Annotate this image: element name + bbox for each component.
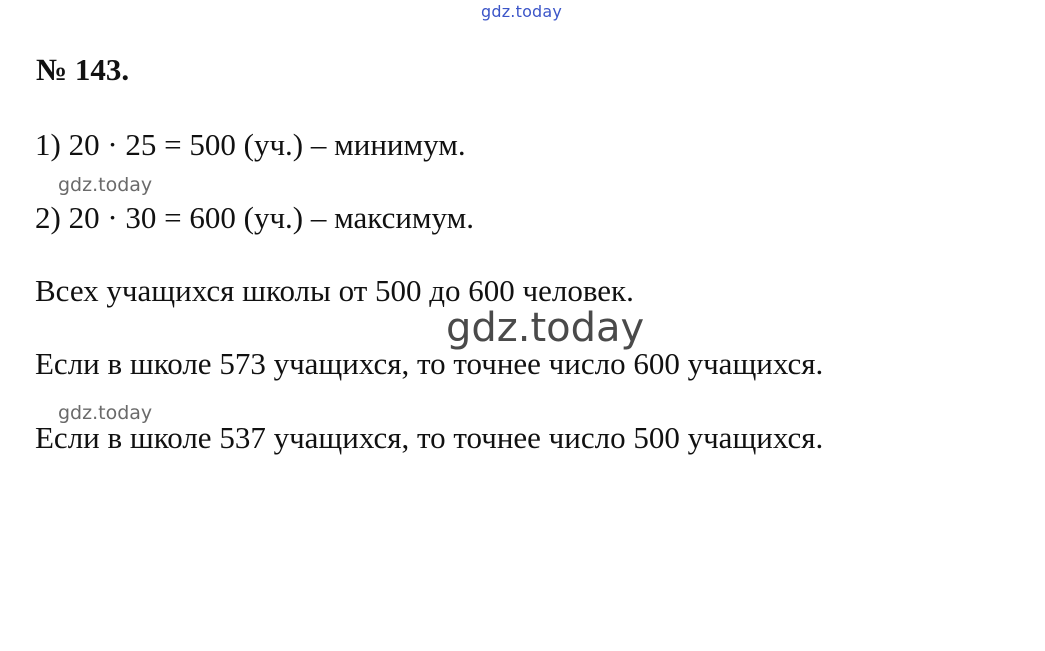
watermark-center: gdz.today <box>446 305 645 351</box>
watermark-small-2: gdz.today <box>58 402 153 424</box>
watermark-top: gdz.today <box>481 2 563 21</box>
solution-line-1: 1) 20 · 25 = 500 (уч.) – минимум. <box>35 127 466 162</box>
solution-line-2: 2) 20 · 30 = 600 (уч.) – максимум. <box>35 200 474 235</box>
solution-line-3: Всех учащихся школы от 500 до 600 человек. <box>35 273 634 308</box>
solution-line-4: Если в школе 573 учащихся, то точнее число 600 учащихся. <box>35 346 824 381</box>
solution-line-5: Если в школе 537 учащихся, то точнее число 500 учащихся. <box>35 420 824 455</box>
watermark-small-1: gdz.today <box>58 174 153 196</box>
problem-number: № 143. <box>36 52 130 87</box>
